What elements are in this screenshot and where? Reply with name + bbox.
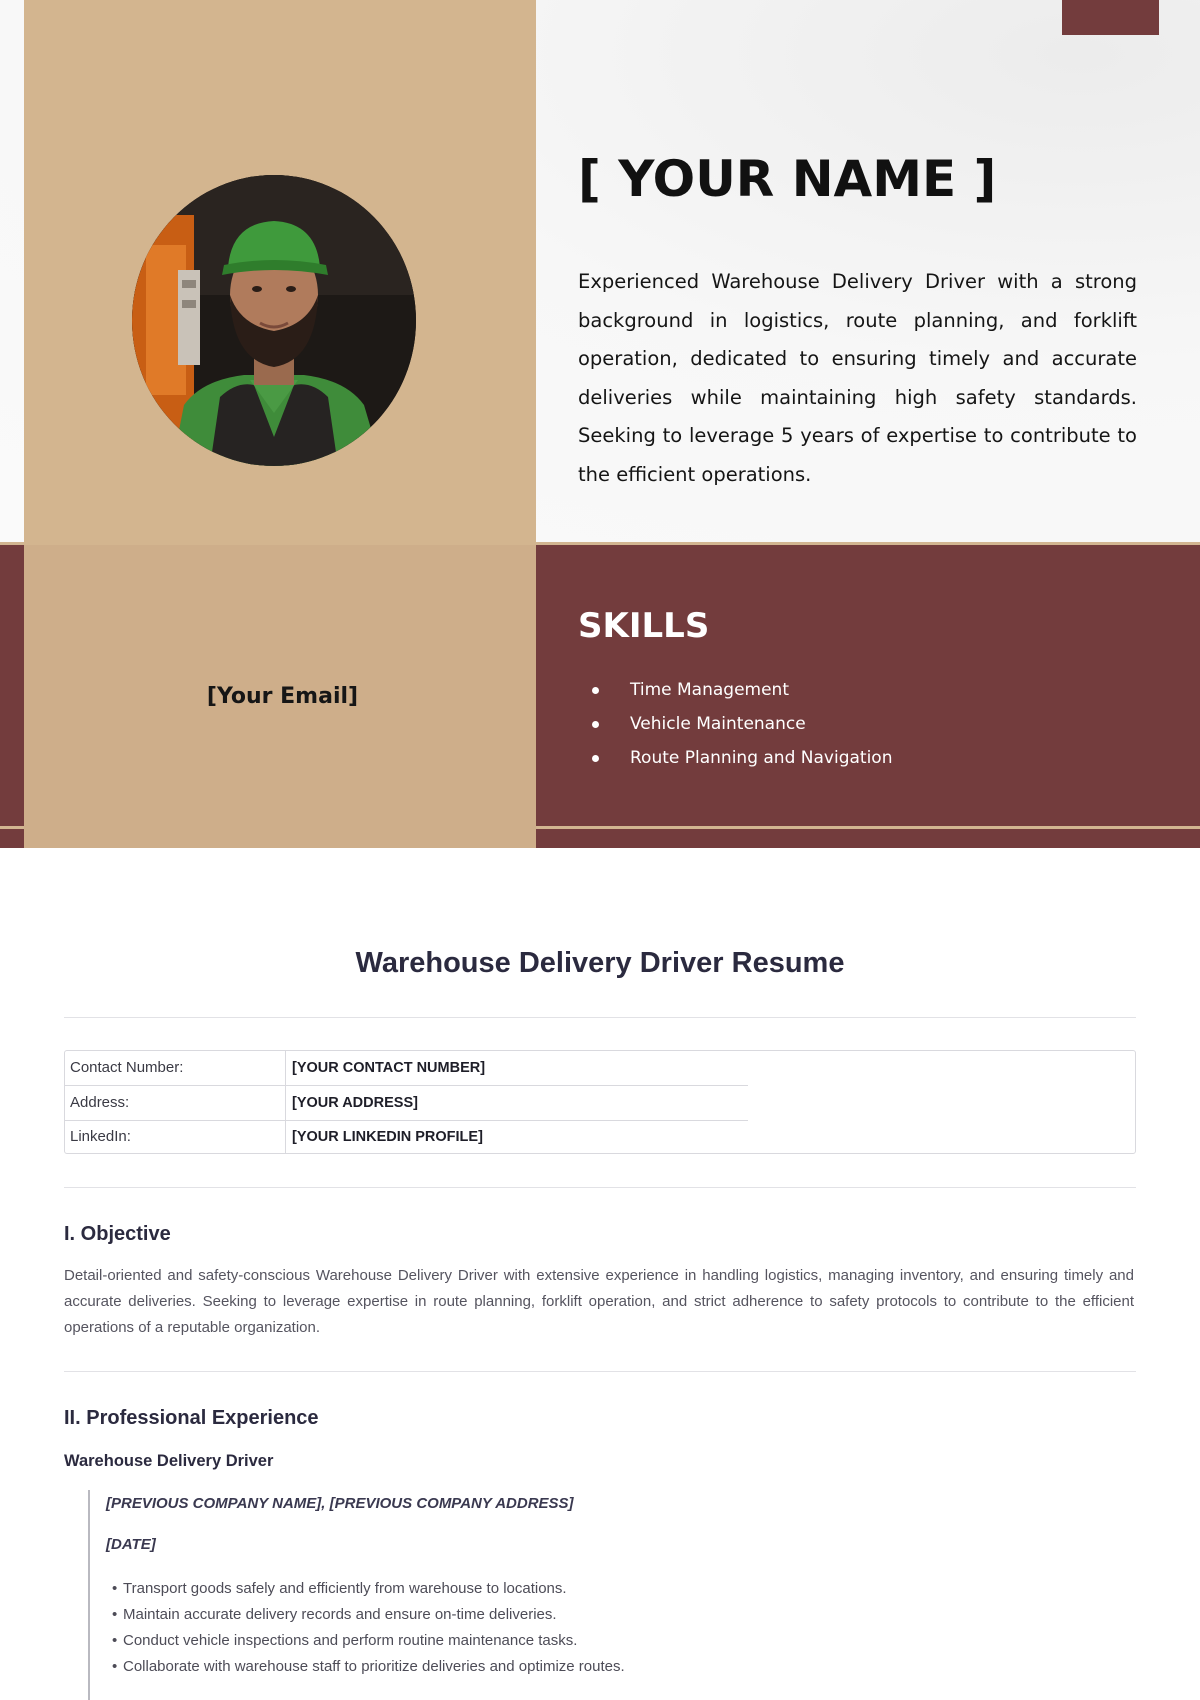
skill-label: Vehicle Maintenance	[630, 714, 806, 734]
document-title: Warehouse Delivery Driver Resume	[355, 947, 845, 979]
skill-label: Time Management	[630, 680, 789, 700]
contact-value: [YOUR CONTACT NUMBER]	[292, 1060, 486, 1076]
corner-accent	[1062, 0, 1159, 35]
skill-item	[578, 744, 892, 778]
divider	[64, 1187, 1136, 1188]
company-name: [PREVIOUS COMPANY NAME], [PREVIOUS COMPANY ADDRESS]	[106, 1495, 574, 1512]
divider	[64, 1371, 1136, 1372]
bullet-icon: •	[112, 1658, 118, 1675]
job-date: [DATE]	[106, 1536, 156, 1553]
table-row	[65, 1120, 748, 1154]
bullet-icon: •	[112, 1580, 118, 1597]
skills-heading: SKILLS	[578, 606, 710, 646]
contact-label: LinkedIn:	[70, 1128, 131, 1145]
skill-item	[578, 710, 892, 744]
contact-value: [YOUR LINKEDIN PROFILE]	[292, 1129, 483, 1145]
experience-heading: II. Professional Experience	[64, 1407, 319, 1429]
contact-label: Address:	[70, 1094, 130, 1111]
bullet-icon	[592, 687, 599, 694]
list-item	[112, 1628, 625, 1654]
bullet-icon: •	[112, 1606, 118, 1623]
candidate-name: [ YOUR NAME ]	[578, 150, 997, 208]
divider	[64, 1017, 1136, 1018]
list-item	[112, 1576, 625, 1602]
table-row	[65, 1086, 748, 1120]
contact-value: [YOUR ADDRESS]	[292, 1095, 418, 1111]
job-title: Warehouse Delivery Driver	[64, 1452, 274, 1470]
table-row	[65, 1051, 748, 1085]
bullet-icon	[592, 721, 599, 728]
profile-summary: Experienced Warehouse Delivery Driver with a strong background in logistics, route planning, and forklift operation, dedicated to ensuring timely and accurate deliveries while maintaining high safety standards. Seeking to leverage 5 years of expertise to contribute to the efficient operations.	[578, 270, 1137, 486]
skills-list	[578, 676, 892, 778]
email-text: [Your Email]	[206, 684, 359, 709]
objective-text: Detail-oriented and safety-conscious Warehouse Delivery Driver with extensive experience in handling logistics, managing inventory, and ensuring timely and accurate deliveries. Seeking to leverage expertise in route planning, forklift operation, and strict adherence to safety protocols to contribute to the efficient operations of a reputable organization.	[64, 1267, 1134, 1336]
objective-heading: I. Objective	[64, 1223, 171, 1245]
list-item	[112, 1602, 625, 1628]
list-item	[112, 1654, 625, 1680]
duty-text: Collaborate with warehouse staff to prioritize deliveries and optimize routes.	[123, 1658, 625, 1675]
contact-table	[64, 1050, 1136, 1154]
duties-list	[112, 1576, 625, 1680]
duty-text: Conduct vehicle inspections and perform routine maintenance tasks.	[123, 1632, 578, 1649]
job-entry	[88, 1490, 1088, 1700]
duty-text: Transport goods safely and efficiently from warehouse to locations.	[123, 1580, 567, 1597]
skill-item	[578, 676, 892, 710]
profile-photo	[132, 175, 416, 466]
resume-banner	[0, 0, 1200, 848]
contact-label: Contact Number:	[70, 1059, 184, 1076]
bullet-icon: •	[112, 1632, 118, 1649]
bullet-icon	[592, 755, 599, 762]
skill-label: Route Planning and Navigation	[630, 748, 893, 768]
duty-text: Maintain accurate delivery records and ensure on-time deliveries.	[123, 1606, 557, 1623]
